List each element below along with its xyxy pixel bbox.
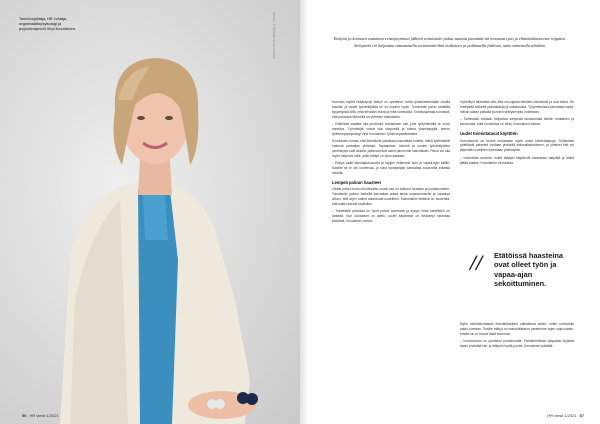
quote-mark-icon: // xyxy=(470,250,483,275)
right-folio xyxy=(547,413,584,418)
body-paragraph: – Koronavuosi on opettanut joustavuutta. Parhaimmillaan työpaikat löytävät tavan yhdistää etä- ja lähityön hyvät puolet, Kovolainen päättää. xyxy=(460,339,574,348)
body-paragraph: Hybridityö tarkoittaa sitä, että osa ajasta tehdään toimistolla ja osa etänä. Se edellyttää selkeitä pelisääntöjä ja luottamusta. Työyhteisössä kannattaa sopia, milloin ollaan paikalla ja miten yhteydenpito hoidetaan. xyxy=(460,100,574,114)
body-paragraph: – Etätöissä saattaa olla puuttunut sosiaalinen tuki, jolle työyhteisöllä on suuri merkitys. Työntekijät voivat olla väsyneitä ja kokea yksinäisyyttä, kertoo työterveyspsykologi Virpi Kovolainen Työterveyslaitokselta. xyxy=(332,122,450,136)
gutter-shadow xyxy=(300,0,308,424)
body-paragraph: Myös henkilökohtaiset elämäntilanteet vaikuttavat siihen, miten toimistolle paluu koetaan. Toisille etätyö on mahdollistanut paremman arjen sujuvuuden, toisille se on tuonut lisää kuormaa. xyxy=(460,322,574,336)
page-number: 56 xyxy=(22,413,27,418)
body-paragraph: – Toimistolla voidaan helpottaa siirtymää tutustumalla tiloihin etukäteen ja kertomalla, mitä muutoksia on tehty, Kovolainen toteaa. xyxy=(460,117,574,126)
body-paragraph: – Etätyö vaatii itseohjautuvuutta ja rajojen vetämistä työn ja vapaa-ajan välille. Kaikille se ei ole luontevaa, ja siksi työnantajan kannattaa kuunnella erilaisia toiveita. xyxy=(332,161,450,175)
body-paragraph: Kovolainen kuvaa, että toimistolle palatessa kannattaa miettiä, mitkä työtehtävät hoituvat parhaiten yhdessä. Tapaamiset, ideointi ja uusien työntekijöiden perehdytys ovat asioita, jotka toimivat usein paremmin kasvokkain. Paluu voi olla myös helpotus niille, joille etätyö on ollut raskasta. xyxy=(332,139,450,158)
photo-caption: Toimitusjohtaja, HR Johtaja, organisaatiopsykologi ja psykoterapeutti Virpi Kovolainen. xyxy=(19,17,77,32)
photo-credit: KUVA: TYÖTERVEYSLAITOS xyxy=(272,12,276,59)
magazine-title: HR viesti 1/2021 xyxy=(29,413,59,418)
section-heading: Lempeä paluun haasteet xyxy=(332,179,381,185)
article-column-1 xyxy=(332,100,450,227)
body-paragraph: – Toimistolle paluusta on hyvä puhua avoimesti ja kysyä, mikä kenellekin on tärkeää. Kun odotukset on jaettu, uudet käytännöt on helpompi rakentaa yhdessä, Kovolainen sanoo. xyxy=(332,209,450,224)
article-column-2 xyxy=(460,100,574,168)
pull-quote xyxy=(470,251,572,289)
page-number: 57 xyxy=(579,413,584,418)
magazine-title: HR viesti 1/2021 xyxy=(547,413,577,418)
article-intro: Etätyön ja koronan vaatiman eristäytymisen jälkeen toimistolle paluu saattaa jännittää tai innostaa työn ja elämäntilanteesta riippuen. Siirtymää voi helpottaa tutustumalla toimistotiloihin etukäteen ja pohtimalla yhdessä, mitä toimistolla tehdään. xyxy=(333,36,567,48)
section-heading: Uudet toimintatavat käyttöön xyxy=(460,130,518,136)
body-paragraph: Koronan myötä lisääntynyt etätyö on opettanut meitä työskentelemään uusilla tavoilla, ja osalle työntekijöistä se on sopinut hyvin. Toimistolle paluu herättää kysymyksiä siitä, mitä tehdään etänä ja mitä toimistolla. Toimitusjohtaja korostaa, että paluussa tärkeintä on yhteinen keskustelu. xyxy=(332,100,450,119)
right-page xyxy=(300,0,600,424)
article-column-2-continued xyxy=(460,322,574,351)
body-paragraph: – Kannattaa arvioida, mitkä etäajan käytännöt kannattaa säilyttää ja mitkä jättää taakse, Kovolainen muistuttaa. xyxy=(460,155,574,165)
pull-quote-text: Etätöissä haasteina ovat olleet työn ja vapaa-ajan sekoittuminen. xyxy=(494,251,564,289)
left-folio xyxy=(22,413,59,418)
body-paragraph: Osalle paluu tuntuu luontevalta, mutta osa on tottunut rauhaan ja joustavuuteen. Toimistolle paluun hetkellä kannattaa antaa aikaa sopeutumiselle ja varautua siihen, että arjen rutiinit rakentuvat uudelleen. Esihenkilön tehtävä on huolehtia, että kaikki tulevat kuulluiksi. xyxy=(332,187,450,207)
body-paragraph: Koronavuosi on tuonut mukanaan myös uusia toimintatapoja. Toimistolla pidettävät palaverit voidaan yhdistää etäosallistumiseen, ja yhteiset tilat voi järjestää uudelleen tukemaan yhteistyötä. xyxy=(460,138,574,153)
